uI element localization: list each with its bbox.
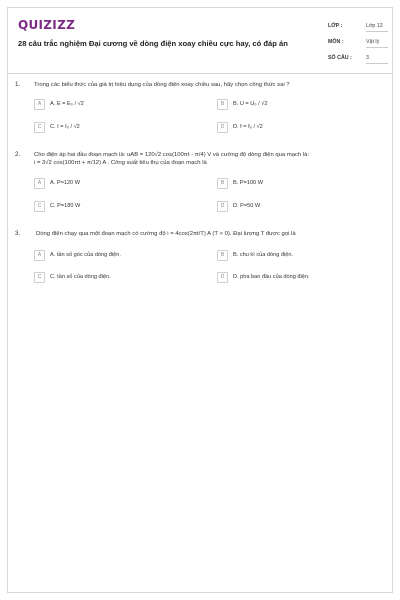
worksheet-title: 28 câu trắc nghiệm Đại cương về dòng điện xoay chiều cực hay, có đáp án — [18, 39, 288, 48]
question-text: Trong các biểu thức của giá trị hiệu dụng của dòng điện xoay chiều sau, hãy chọn công thức sai ? — [34, 82, 290, 88]
option-text: C. I = I₀ / √2 — [50, 124, 80, 130]
option-text: D. P=50 W — [233, 203, 261, 209]
option-c[interactable] — [34, 122, 184, 134]
option-letter-box: B — [217, 178, 228, 189]
question-text: Dòng điện chạy qua một đoạn mạch có cường độ i = 4cos(2πt/T) A (T > 0). Đại lượng T được gọi là — [36, 231, 296, 237]
question-text — [34, 151, 369, 167]
option-text: D. pha ban đầu của dòng điện. — [233, 274, 310, 280]
option-a[interactable] — [34, 250, 184, 262]
meta-row-question-count — [328, 52, 390, 65]
option-a[interactable] — [34, 99, 184, 111]
option-b[interactable] — [217, 250, 367, 262]
option-letter-box: A — [34, 178, 45, 189]
option-letter-box: B — [217, 250, 228, 261]
question-text-line: i = 3√2 cos(100πt + π/12) A . Công suất tiêu thụ của đoạn mạch là — [34, 160, 207, 166]
meta-label: SỐ CÂU : — [328, 55, 352, 61]
question-number: 1. — [15, 81, 21, 88]
meta-value: 3 — [366, 55, 388, 64]
question-text-line: Cho điện áp hai đầu đoạn mạch là: uAB = 120√2 cos(100πt - π/4) V và cường độ dòng điện qua mạch là: — [34, 152, 310, 158]
meta-label: MÔN : — [328, 39, 344, 45]
option-text: A. E = E₀ / √2 — [50, 101, 84, 107]
option-b[interactable] — [217, 99, 367, 111]
option-text: C. tần số của dòng điện. — [50, 274, 111, 280]
option-text: B. chu kì của dòng điện. — [233, 252, 294, 258]
option-c[interactable] — [34, 272, 184, 284]
option-d[interactable] — [217, 201, 367, 213]
option-b[interactable] — [217, 178, 367, 190]
option-text: B. U = U₀ / √2 — [233, 101, 268, 107]
meta-value: Lớp 12 — [366, 23, 388, 32]
quizizz-logo: QUIZIZZ — [18, 18, 76, 32]
question-number: 2. — [15, 151, 21, 158]
worksheet — [7, 7, 393, 593]
option-text: A. P=120 W — [50, 180, 81, 186]
option-text: B. P=100 W — [233, 180, 264, 186]
meta-value: Vật lý — [366, 39, 388, 48]
option-a[interactable] — [34, 178, 184, 190]
option-letter-box: C — [34, 122, 45, 133]
option-text: C. P=180 W — [50, 203, 81, 209]
worksheet-meta — [328, 20, 390, 68]
option-text: A. tần số góc của dòng điện. — [50, 252, 121, 258]
question-number: 3. — [15, 230, 21, 237]
option-letter-box: C — [34, 272, 45, 283]
option-letter-box: D — [217, 272, 228, 283]
worksheet-header — [8, 8, 392, 74]
meta-label: LỚP : — [328, 23, 343, 29]
option-c[interactable] — [34, 201, 184, 213]
option-letter-box: A — [34, 99, 45, 110]
meta-row-subject — [328, 36, 390, 49]
option-d[interactable] — [217, 272, 367, 284]
option-d[interactable] — [217, 122, 367, 134]
meta-row-class — [328, 20, 390, 33]
option-letter-box: A — [34, 250, 45, 261]
option-letter-box: D — [217, 122, 228, 133]
option-letter-box: D — [217, 201, 228, 212]
option-text: D. f = f₀ / √2 — [233, 124, 263, 130]
option-letter-box: C — [34, 201, 45, 212]
option-letter-box: B — [217, 99, 228, 110]
